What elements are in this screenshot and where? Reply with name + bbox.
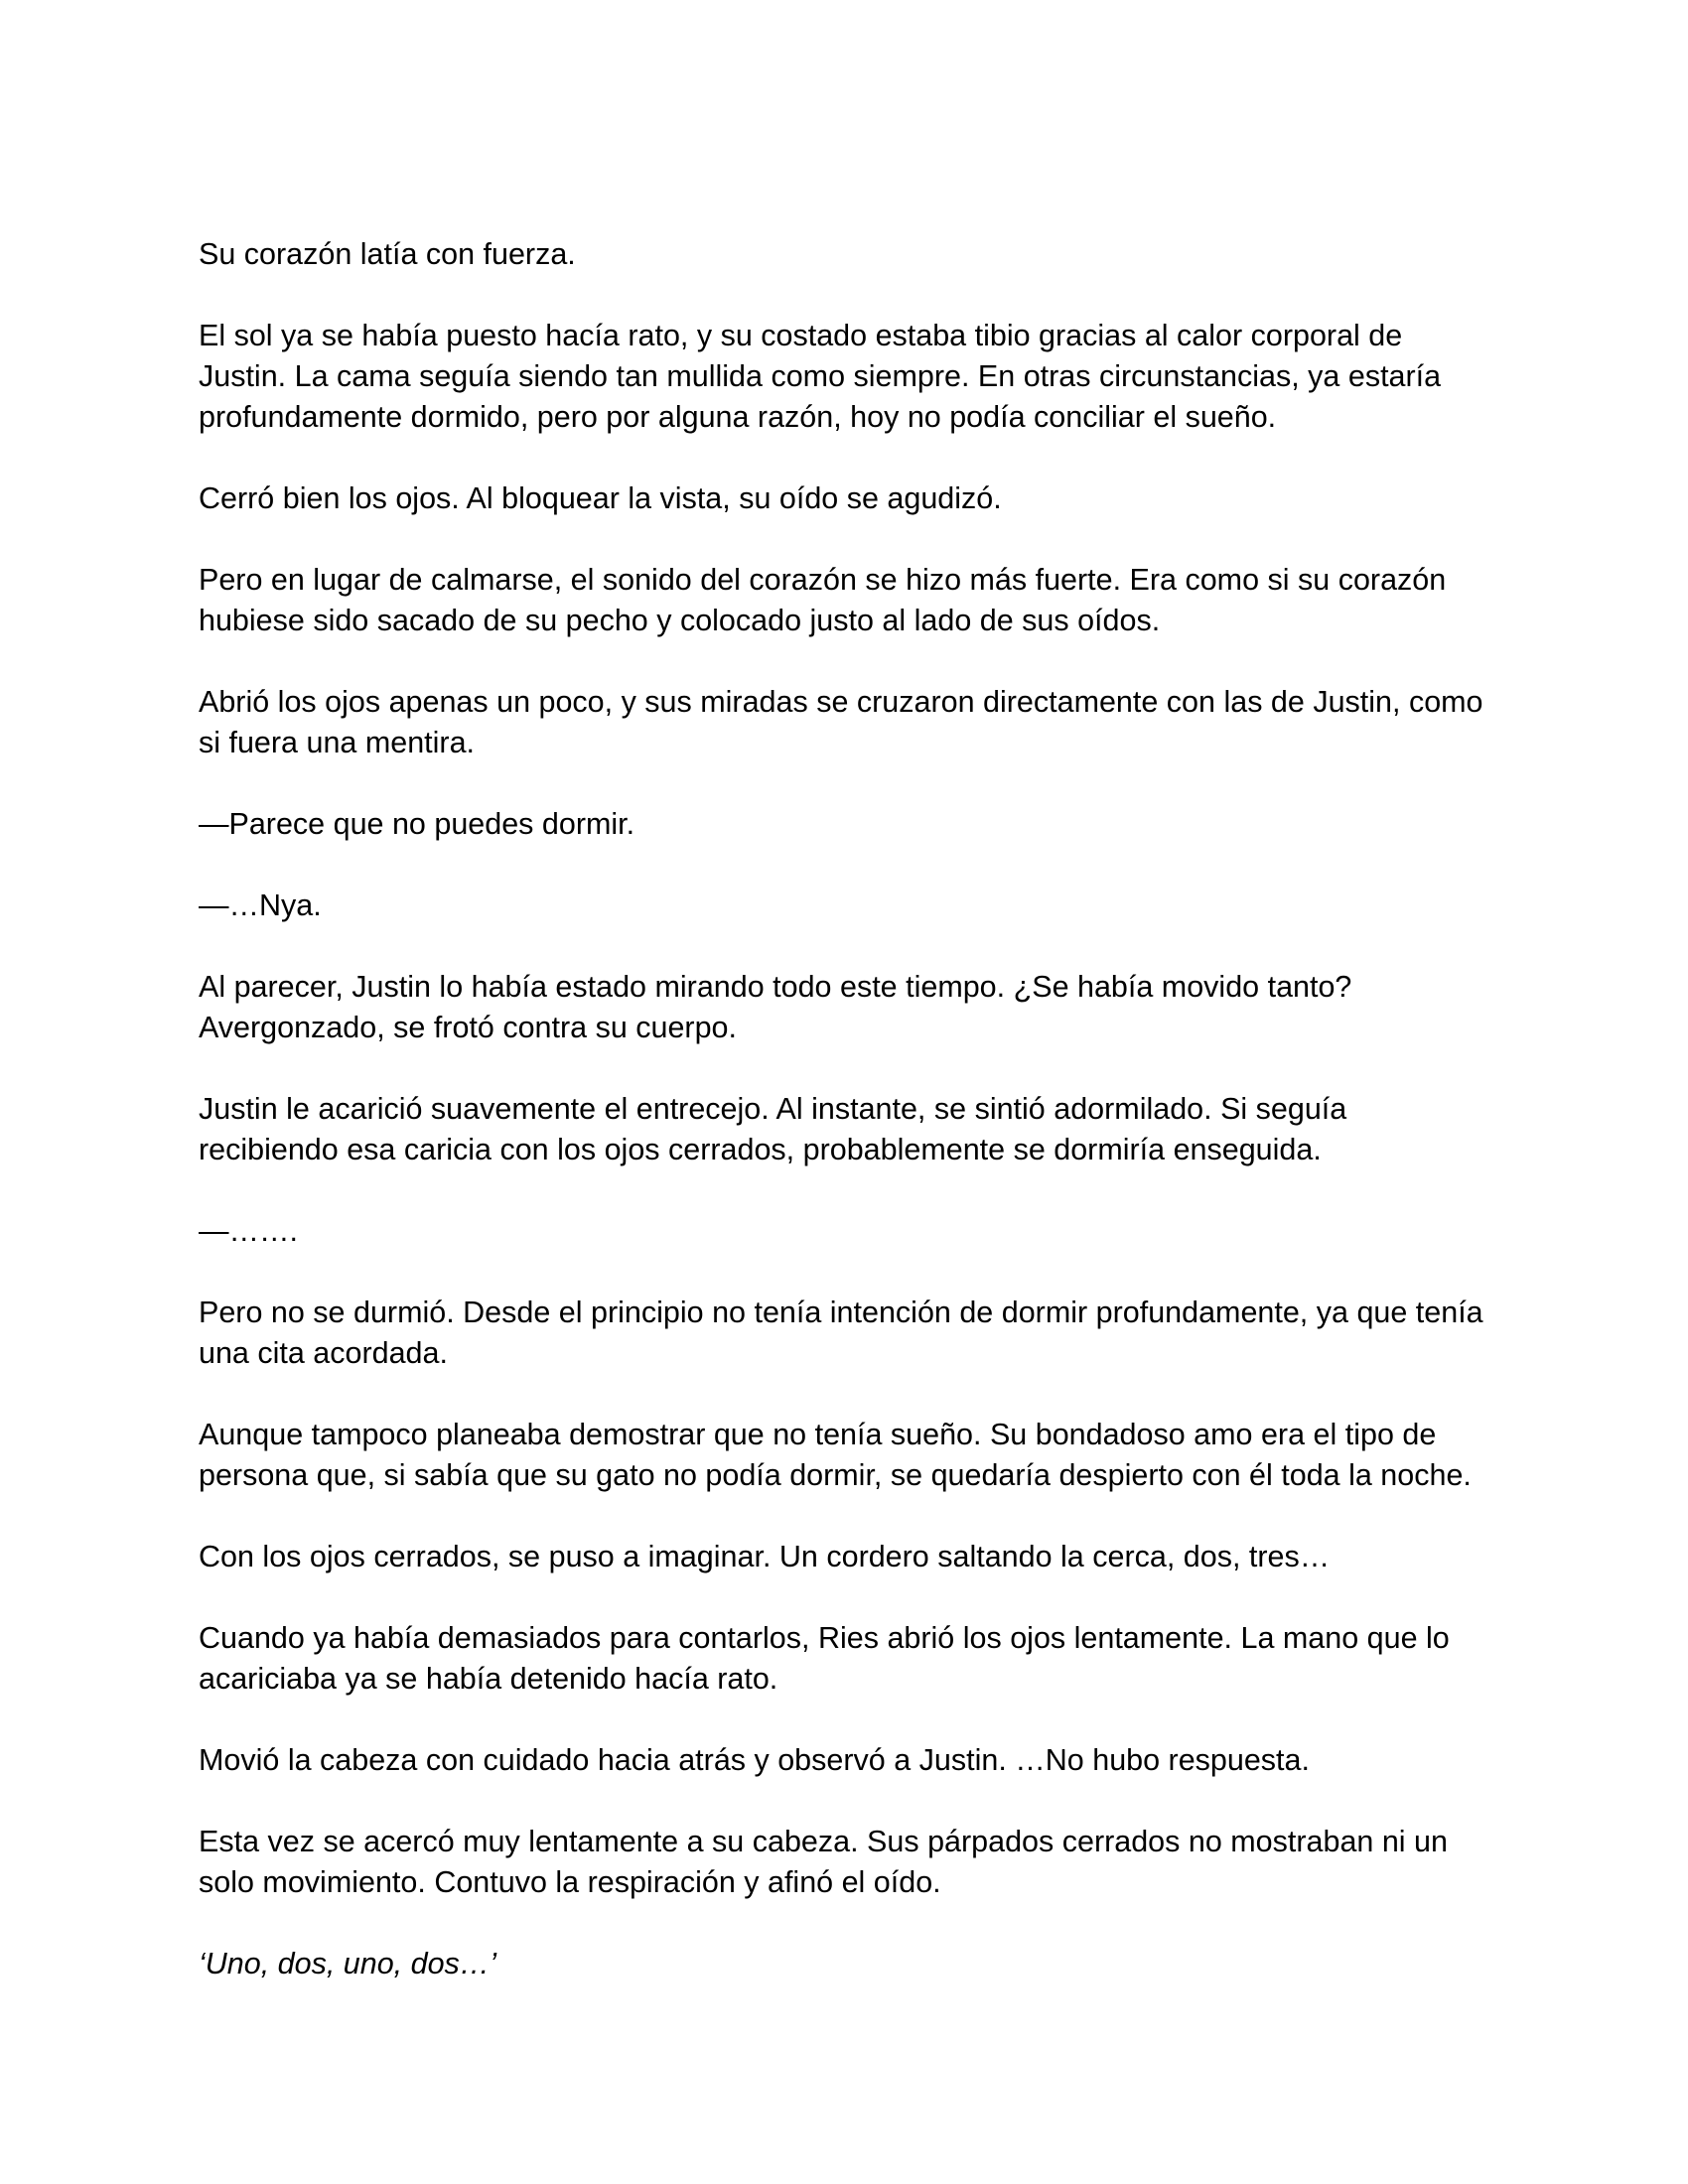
paragraph: Aunque tampoco planeaba demostrar que no tenía sueño. Su bondadoso amo era el tipo de persona que, si sabía que su gato no podía dormir, se quedaría despierto con él toda la noche. xyxy=(199,1418,1472,1492)
paragraph: Cuando ya había demasiados para contarlos, Ries abrió los ojos lentamente. La mano que lo acariciaba ya se había detenido hacía rato. xyxy=(199,1621,1450,1696)
paragraph: Movió la cabeza con cuidado hacia atrás y observó a Justin. …No hubo respuesta. xyxy=(199,1743,1310,1777)
paragraph: Pero en lugar de calmarse, el sonido del corazón se hizo más fuerte. Era como si su corazón hubiese sido sacado de su pecho y colocado justo al lado de sus oídos. xyxy=(199,563,1447,637)
paragraph-thought-italic: ‘Uno, dos, uno, dos…’ xyxy=(199,1947,497,1980)
paragraph: Su corazón latía con fuerza. xyxy=(199,237,576,271)
paragraph: Esta vez se acercó muy lentamente a su cabeza. Sus párpados cerrados no mostraban ni un solo movimiento. Contuvo la respiración y afinó el oído. xyxy=(199,1825,1448,1899)
paragraph: Abrió los ojos apenas un poco, y sus miradas se cruzaron directamente con las de Justin, como si fuera una mentira. xyxy=(199,685,1483,759)
paragraph: Al parecer, Justin lo había estado mirando todo este tiempo. ¿Se había movido tanto? Avergonzado, se frotó contra su cuerpo. xyxy=(199,970,1352,1044)
paragraph-dialogue: —……. xyxy=(199,1214,298,1248)
paragraph: Cerró bien los ojos. Al bloquear la vista, su oído se agudizó. xyxy=(199,481,1002,515)
paragraph: El sol ya se había puesto hacía rato, y su costado estaba tibio gracias al calor corporal de Justin. La cama seguía siendo tan mullida como siempre. En otras circunstancias, ya estaría profundamente dormido, pero por alguna razón, hoy no podía conciliar el sueño. xyxy=(199,319,1442,434)
paragraph: Pero no se durmió. Desde el principio no tenía intención de dormir profundamente, ya que tenía una cita acordada. xyxy=(199,1296,1483,1370)
paragraph: Justin le acarició suavemente el entrecejo. Al instante, se sintió adormilado. Si seguía recibiendo esa caricia con los ojos cerrados, probablemente se dormiría enseguida. xyxy=(199,1092,1347,1166)
paragraph-dialogue: —Parece que no puedes dormir. xyxy=(199,807,635,841)
paragraph: Con los ojos cerrados, se puso a imaginar. Un cordero saltando la cerca, dos, tres… xyxy=(199,1540,1331,1573)
paragraph-dialogue: —…Nya. xyxy=(199,888,322,922)
